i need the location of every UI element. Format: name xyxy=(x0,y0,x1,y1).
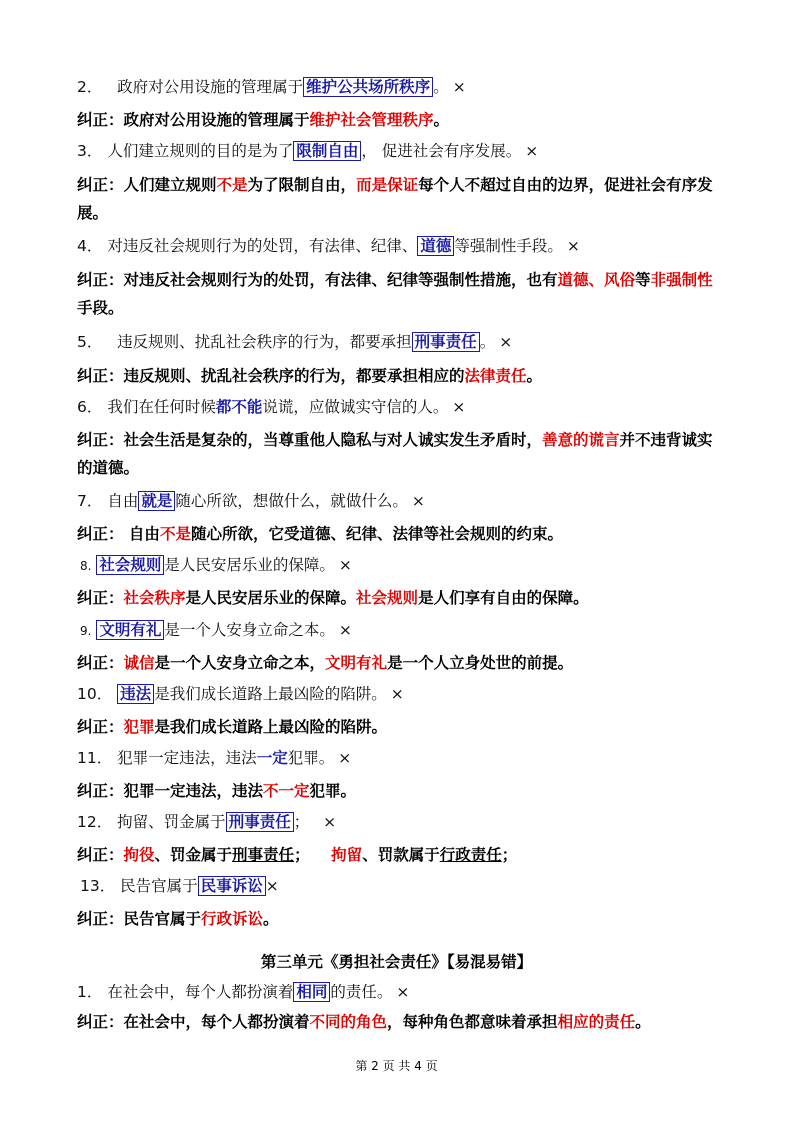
question-text-tail: 说谎，应做诚实守信的人。 xyxy=(262,398,449,416)
question-13 xyxy=(80,872,740,900)
boxed-term: 民事诉讼 xyxy=(198,876,266,896)
question-number: 8. xyxy=(80,559,92,573)
correction-text: 对违反社会规则行为的处罚，有法律、纪律等强制性措施，也有 xyxy=(123,271,558,289)
highlight-red: 不一定 xyxy=(263,782,310,800)
highlight-red: 社会规则 xyxy=(356,589,419,607)
boxed-term: 违法 xyxy=(117,684,154,704)
correction-tail: 。 xyxy=(526,367,543,385)
correction-text: 犯罪一定违法，违法 xyxy=(123,782,264,800)
highlight-red: 不是 xyxy=(159,525,191,543)
boxed-term: 刑事责任 xyxy=(412,332,480,352)
highlight-red: 文明有礼 xyxy=(325,654,388,672)
correction-text: 人们建立规则 xyxy=(123,176,217,194)
correction-tail: 犯罪。 xyxy=(309,782,357,800)
wrong-mark: × xyxy=(396,983,410,1001)
highlight-red: 相应的责任 xyxy=(557,1013,636,1031)
question-text-tail: 的责任。 xyxy=(330,983,393,1001)
question-text: 犯罪一定违法，违法 xyxy=(117,749,257,767)
question-text: 违反规则、扰乱社会秩序的行为，都要承担 xyxy=(117,333,412,351)
unit3-question-1 xyxy=(77,978,737,1006)
boxed-term: 维护公共场所秩序 xyxy=(303,77,433,97)
correction-label: 纠正： xyxy=(77,654,124,672)
question-6 xyxy=(77,393,737,421)
underlined-term: 刑事责任 xyxy=(232,846,295,864)
correction-text: 是一个人安身立命之本， xyxy=(154,654,326,672)
correction-text: 、罚款属于 xyxy=(362,846,440,864)
highlight-red: 社会秩序 xyxy=(123,589,186,607)
question-number: 2． xyxy=(77,78,103,96)
correction-9 xyxy=(77,649,737,677)
wrong-mark: × xyxy=(566,237,580,255)
boxed-term: 相同 xyxy=(293,982,330,1002)
question-5 xyxy=(77,328,737,356)
correction-text: ； xyxy=(294,846,310,864)
question-number: 7． xyxy=(77,492,103,510)
highlight-red: 而是保证 xyxy=(356,176,419,194)
correction-tail: 。 xyxy=(263,910,279,928)
question-number: 5． xyxy=(77,333,103,351)
boxed-term: 社会规则 xyxy=(96,555,164,575)
highlight-red: 犯罪 xyxy=(123,718,155,736)
correction-tail: 随心所欲，它受道德、纪律、法律等社会规则的约束。 xyxy=(190,525,563,543)
correction-tail: 并不违背诚实的道德。 xyxy=(77,431,713,477)
highlight-blue: 都不能 xyxy=(215,398,263,416)
page-footer: 第 2 页 共 4 页 xyxy=(355,1059,438,1073)
correction-13 xyxy=(77,905,737,933)
correction-10 xyxy=(77,713,737,741)
boxed-term: 道德 xyxy=(417,236,454,256)
question-text: 自由 xyxy=(107,492,139,510)
correction-7 xyxy=(77,520,737,548)
question-text-tail: 随心所欲，想做什么，就做什么。 xyxy=(175,492,408,510)
highlight-red: 道德、风俗 xyxy=(557,271,636,289)
question-2 xyxy=(77,73,737,101)
correction-12 xyxy=(77,841,737,869)
correction-label: 纠正： xyxy=(77,431,124,449)
correction-tail: 是我们成长道路上最凶险的陷阱。 xyxy=(154,718,388,736)
correction-text: 为了限制自由， xyxy=(247,176,357,194)
question-3 xyxy=(77,137,737,165)
correction-3 xyxy=(77,171,717,227)
correction-tail: 手段。 xyxy=(77,299,124,317)
correction-text: 在社会中，每个人都扮演着 xyxy=(123,1013,310,1031)
wrong-mark: × xyxy=(525,142,539,160)
wrong-mark: × xyxy=(338,556,352,574)
question-text-tail: 。 xyxy=(433,78,449,96)
correction-5 xyxy=(77,362,737,390)
question-12 xyxy=(77,808,737,836)
question-text: 民告官属于 xyxy=(120,877,198,895)
question-number: 1． xyxy=(77,983,103,1001)
correction-text: 、罚金属于 xyxy=(154,846,233,864)
correction-label: 纠正： xyxy=(77,846,124,864)
correction-label: 纠正： xyxy=(77,782,124,800)
question-number: 10． xyxy=(77,685,113,703)
question-text-tail: 是我们成长道路上最凶险的陷阱。 xyxy=(154,685,387,703)
question-7 xyxy=(77,487,737,515)
question-number: 11． xyxy=(77,749,113,767)
wrong-mark: × xyxy=(452,398,466,416)
correction-4 xyxy=(77,266,717,322)
correction-text: 违反规则、扰乱社会秩序的行为，都要承担相应的 xyxy=(123,367,465,385)
wrong-mark: × xyxy=(338,749,352,767)
correction-6 xyxy=(77,426,717,482)
boxed-term: 刑事责任 xyxy=(226,812,294,832)
wrong-mark: × xyxy=(411,492,425,510)
correction-label: 纠正： xyxy=(77,718,124,736)
correction-text: 是人民安居乐业的保障。 xyxy=(185,589,357,607)
question-number: 3． xyxy=(77,142,103,160)
question-number: 4． xyxy=(77,237,103,255)
question-text: 我们在任何时候 xyxy=(107,398,216,416)
question-11 xyxy=(77,744,737,772)
question-text: 人们建立规则的目的是为了 xyxy=(107,142,294,160)
correction-tail: 每个人不超过自由的边界，促进社会有序发展。 xyxy=(77,176,713,222)
highlight-red: 非强制性 xyxy=(650,271,713,289)
highlight-red: 法律责任 xyxy=(464,367,527,385)
correction-label: 纠正： xyxy=(77,271,124,289)
question-text-tail: 犯罪。 xyxy=(287,749,335,767)
boxed-term: 文明有礼 xyxy=(96,620,164,640)
highlight-red: 不同的角色 xyxy=(309,1013,388,1031)
question-text-tail: ， 促进社会有序发展。 xyxy=(361,142,522,160)
question-10 xyxy=(77,680,737,708)
question-text-tail: 是人民安居乐业的保障。 xyxy=(164,556,335,574)
question-text: 拘留、罚金属于 xyxy=(117,813,226,831)
wrong-mark: × xyxy=(323,813,337,831)
question-text-tail: ； xyxy=(293,813,310,831)
question-text-tail: 是一个人安身立命之本。 xyxy=(164,621,335,639)
question-text: 对违反社会规则行为的处罚，有法律、纪律、 xyxy=(107,237,418,255)
question-text: 在社会中，每个人都扮演着 xyxy=(107,983,294,1001)
correction-2 xyxy=(77,106,737,134)
correction-tail: 是人们享有自由的保障。 xyxy=(418,589,589,607)
question-text-tail: 等强制性手段。 xyxy=(454,237,563,255)
correction-text: 政府对公用设施的管理属于 xyxy=(123,111,310,129)
section-title: 第三单元《勇担社会责任》【易混易错】 xyxy=(260,953,533,971)
highlight-red: 善意的谎言 xyxy=(542,431,620,449)
wrong-mark: × xyxy=(265,877,279,895)
highlight-red: 维护社会管理秩序 xyxy=(309,111,434,129)
question-number: 12． xyxy=(77,813,113,831)
correction-11 xyxy=(77,777,737,805)
question-9 xyxy=(80,616,740,645)
correction-tail: ； xyxy=(501,846,518,864)
question-text-tail: 。 xyxy=(479,333,496,351)
question-number: 6． xyxy=(77,398,103,416)
highlight-red: 诚信 xyxy=(123,654,155,672)
correction-tail: 。 xyxy=(635,1013,651,1031)
boxed-term: 就是 xyxy=(138,491,175,511)
correction-label: 纠正： xyxy=(77,367,124,385)
highlight-red: 拘留 xyxy=(331,846,363,864)
correction-label: 纠正： xyxy=(77,525,124,543)
question-text: 政府对公用设施的管理属于 xyxy=(117,78,304,96)
question-4 xyxy=(77,232,737,260)
question-number: 9. xyxy=(80,624,92,638)
highlight-blue: 一定 xyxy=(256,749,288,767)
correction-label: 纠正： xyxy=(77,589,124,607)
question-8 xyxy=(80,551,740,580)
correction-text: ，每种角色都意味着承担 xyxy=(387,1013,558,1031)
highlight-red: 拘役 xyxy=(123,846,155,864)
wrong-mark: × xyxy=(338,621,352,639)
correction-label: 纠正： xyxy=(77,1013,124,1031)
highlight-red: 不是 xyxy=(216,176,248,194)
highlight-red: 行政诉讼 xyxy=(201,910,264,928)
wrong-mark: × xyxy=(499,333,513,351)
correction-text: 民告官属于 xyxy=(123,910,202,928)
boxed-term: 限制自由 xyxy=(293,141,361,161)
correction-text: 自由 xyxy=(128,525,160,543)
wrong-mark: × xyxy=(390,685,404,703)
correction-8 xyxy=(77,584,737,612)
correction-label: 纠正： xyxy=(77,176,124,194)
correction-tail: 是一个人立身处世的前提。 xyxy=(387,654,574,672)
correction-tail: 。 xyxy=(433,111,450,129)
question-number: 13． xyxy=(80,877,116,895)
underlined-term: 行政责任 xyxy=(439,846,502,864)
unit3-correction-1 xyxy=(77,1008,737,1036)
correction-text: 社会生活是复杂的，当尊重他人隐私与对人诚实发生矛盾时， xyxy=(123,431,543,449)
correction-label: 纠正： xyxy=(77,111,124,129)
correction-text: 等 xyxy=(635,271,651,289)
wrong-mark: × xyxy=(452,78,466,96)
correction-label: 纠正： xyxy=(77,910,124,928)
